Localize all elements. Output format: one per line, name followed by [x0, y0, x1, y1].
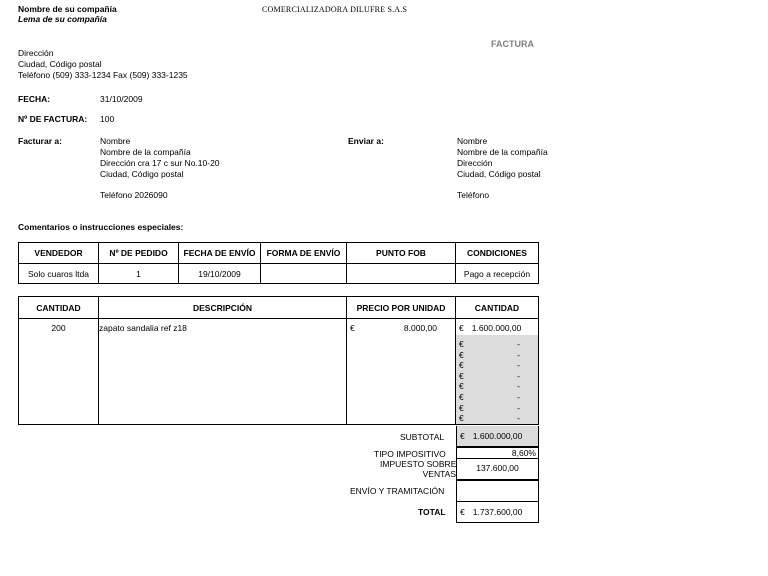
line-total — [456, 319, 538, 335]
empty-amount-currency: € — [459, 413, 464, 424]
ship-to-city: Ciudad, Código postal — [457, 169, 541, 179]
empty-amount-currency: € — [459, 391, 464, 402]
empty-amount-currency: € — [459, 349, 464, 360]
empty-amount-row — [456, 413, 538, 424]
empty-amount-value: - — [517, 413, 520, 424]
bill-to-company: Nombre de la compañía — [100, 147, 191, 157]
subtotal-box — [456, 426, 539, 447]
header-quantity: CANTIDAD — [19, 297, 99, 319]
item-amount-cell — [456, 319, 539, 425]
empty-amount-row — [456, 392, 538, 403]
bill-to-city: Ciudad, Código postal — [100, 169, 184, 179]
bill-to-block — [100, 136, 220, 180]
bill-to-label: Facturar a: — [18, 136, 62, 146]
items-table-header — [19, 297, 539, 319]
shipping-box — [456, 480, 539, 502]
header-ship-method: FORMA DE ENVÍO — [261, 243, 347, 264]
item-row — [19, 319, 539, 425]
date-label: FECHA: — [18, 94, 51, 104]
sales-tax-label — [380, 459, 456, 479]
bill-to-name: Nombre — [100, 136, 131, 146]
empty-amount-currency: € — [459, 360, 464, 371]
header-fob-point: PUNTO FOB — [347, 243, 456, 264]
empty-amount-row — [456, 350, 538, 361]
document-type: FACTURA — [491, 39, 534, 49]
item-unit-price-cell — [347, 319, 456, 425]
sales-tax-label-line2: VENTAS — [422, 469, 456, 479]
ship-to-label: Enviar a: — [348, 136, 384, 146]
empty-amount-row — [456, 360, 538, 371]
empty-amount-value: - — [517, 370, 520, 381]
ship-to-address: Dirección — [457, 158, 493, 168]
order-table-header — [19, 243, 539, 264]
header-order-number: Nº DE PEDIDO — [99, 243, 179, 264]
date-value: 31/10/2009 — [100, 94, 143, 104]
company-address — [18, 48, 188, 81]
total-amount — [457, 502, 538, 522]
ship-to-block — [457, 136, 548, 180]
header-unit-price: PRECIO POR UNIDAD — [347, 297, 456, 319]
item-description: zapato sandalia ref z18 — [99, 319, 347, 425]
total-box — [456, 501, 539, 523]
empty-amount-row — [456, 381, 538, 392]
bill-to-address: Dirección cra 17 c sur No.10-20 — [100, 158, 220, 168]
order-number-cell: 1 — [99, 264, 179, 284]
total-value: 1.737.600,00 — [472, 507, 523, 517]
unit-price-currency: € — [350, 323, 355, 333]
empty-amount-row — [456, 371, 538, 382]
total-label: TOTAL — [418, 507, 446, 517]
empty-amount-value: - — [517, 339, 520, 349]
line-total-currency: € — [459, 323, 464, 333]
unit-price — [347, 323, 455, 333]
sales-tax-box — [456, 458, 539, 480]
address-line: Dirección — [18, 48, 54, 58]
header-vendor: VENDEDOR — [19, 243, 99, 264]
total-currency: € — [460, 507, 465, 517]
company-name: Nombre de su compañía — [18, 4, 117, 14]
line-total-value: 1.600.000,00 — [471, 323, 522, 333]
empty-amount-value: - — [517, 391, 520, 402]
unit-price-value: 8.000,00 — [403, 323, 437, 333]
comments-label: Comentarios o instrucciones especiales: — [18, 222, 184, 232]
item-quantity: 200 — [19, 319, 99, 425]
ship-to-name: Nombre — [457, 136, 488, 146]
empty-amount-value: - — [517, 381, 520, 392]
empty-amount-currency: € — [459, 370, 464, 381]
header-description: DESCRIPCIÓN — [99, 297, 347, 319]
order-table-row — [19, 264, 539, 284]
company-slogan: Lema de su compañía — [18, 14, 107, 24]
empty-amount-row — [456, 403, 538, 414]
address-city-line: Ciudad, Código postal — [18, 59, 102, 69]
ship-date-cell: 19/10/2009 — [179, 264, 261, 284]
empty-amount-currency: € — [459, 402, 464, 413]
items-table — [18, 296, 539, 425]
header-terms: CONDICIONES — [456, 243, 539, 264]
tax-rate-value: 8,60% — [511, 448, 536, 458]
company-title: COMERCIALIZADORA DILUFRE S.A.S — [262, 5, 408, 14]
tax-rate-label: TIPO IMPOSITIVO — [374, 449, 446, 459]
address-phone-line: Teléfono (509) 333-1234 Fax (509) 333-1235 — [18, 70, 188, 80]
empty-amount-currency: € — [459, 381, 464, 392]
shipping-label: ENVÍO Y TRAMITACIÓN — [350, 486, 445, 496]
subtotal-currency: € — [460, 431, 465, 441]
empty-amount-currency: € — [459, 339, 464, 349]
subtotal-label: SUBTOTAL — [400, 432, 445, 442]
empty-amount-value: - — [517, 349, 520, 360]
ship-to-company: Nombre de la compañía — [457, 147, 548, 157]
header-line-amount: CANTIDAD — [456, 297, 539, 319]
invoice-number-label: Nº DE FACTURA: — [18, 114, 88, 124]
sales-tax-label-line1: IMPUESTO SOBRE — [380, 459, 457, 469]
bill-to-phone: Teléfono 2026090 — [100, 190, 168, 200]
ship-method-cell — [261, 264, 347, 284]
terms-cell: Pago a recepción — [456, 264, 539, 284]
ship-to-phone: Teléfono — [457, 190, 490, 200]
subtotal-value: 1.600.000,00 — [472, 431, 523, 441]
vendor-cell: Solo cuaros ltda — [19, 264, 99, 284]
header-ship-date: FECHA DE ENVÍO — [179, 243, 261, 264]
invoice-number-value: 100 — [100, 114, 115, 124]
order-table — [18, 242, 539, 284]
empty-amount-value: - — [517, 360, 520, 371]
sales-tax-value: 137.600,00 — [476, 463, 519, 473]
empty-amount-row — [456, 339, 538, 350]
empty-amount-value: - — [517, 402, 520, 413]
fob-point-cell — [347, 264, 456, 284]
subtotal-amount — [457, 426, 538, 446]
